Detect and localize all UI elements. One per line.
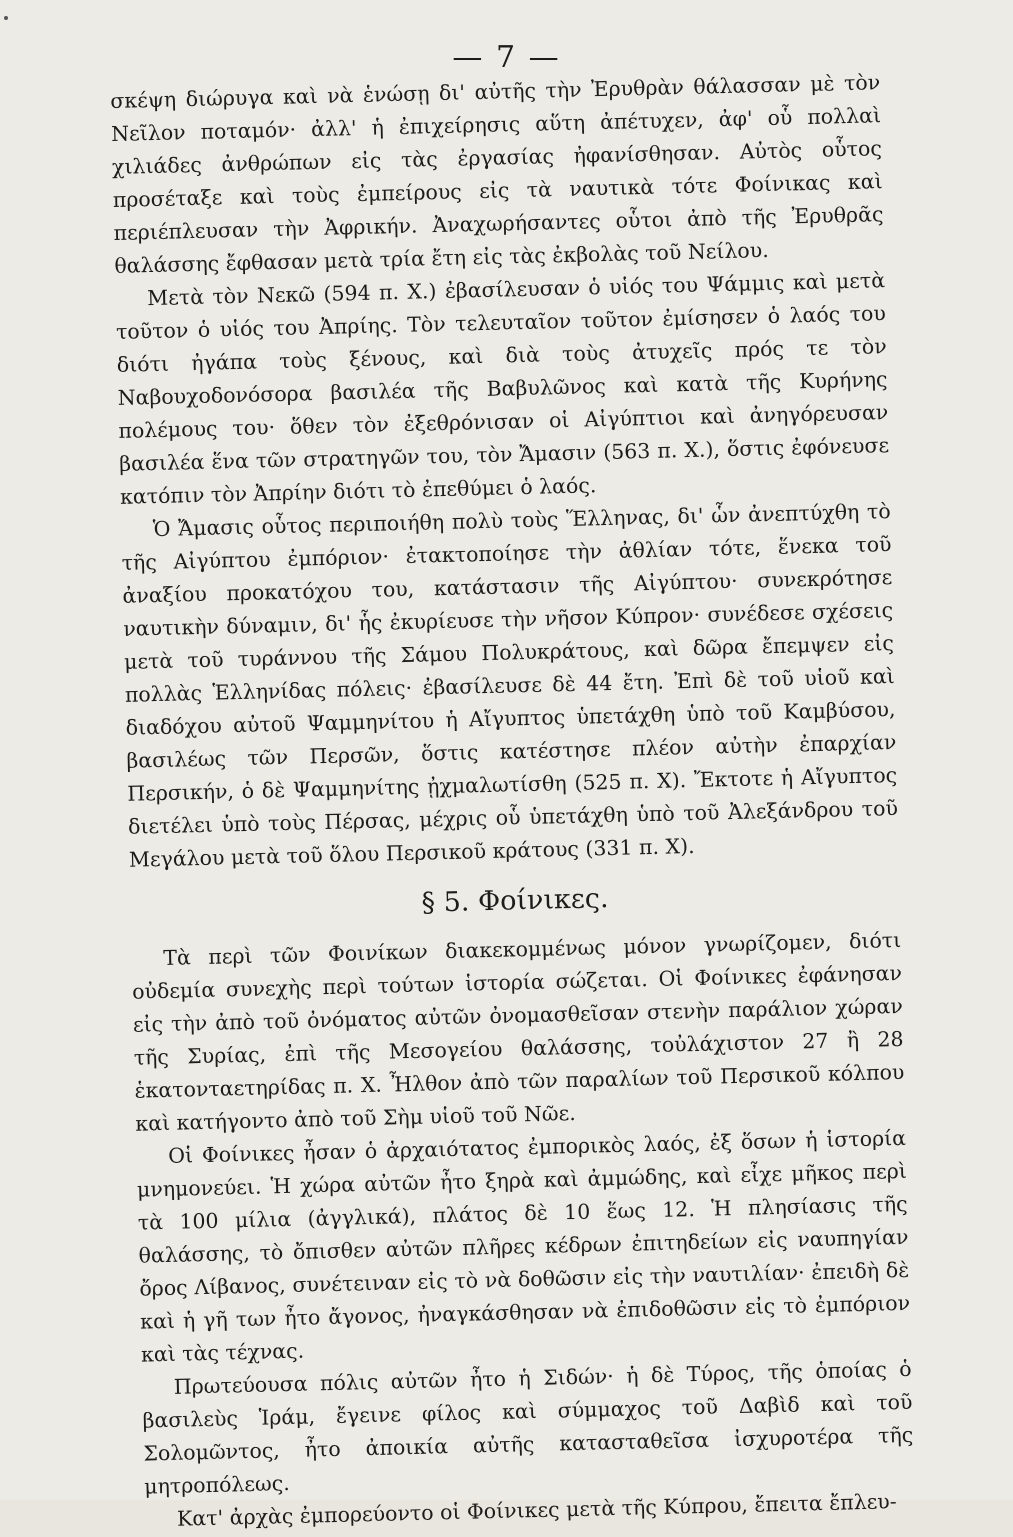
- paragraph: σκέψη διώρυγα καὶ νὰ ἑνώσῃ δι' αὐτῆς τὴν Ἐρυθρὰν θάλασσαν μὲ τὸν Νεῖλον ποταμόν· ἀλλ' ἡ ἐπιχείρησις αὕτη ἀπέτυχεν, ἀφ' οὗ πολλαὶ χιλιάδες ἀνθρώπων εἰς τὰς ἐργασίας ἠφανίσθησαν. Αὐτὸς οὗτος προσέταξε καὶ τοὺς ἐμπείρους εἰς τὰ ναυτικὰ τότε Φοίνικας καὶ περιέπλευσαν τὴν Ἀφρικήν. Ἀναχωρήσαντες οὗτοι ἀπὸ τῆς Ἐρυθρᾶς θαλάσσης ἔφθασαν μετὰ τρία ἔτη εἰς τὰς ἐκβολὰς τοῦ Νείλου.: [110, 70, 884, 278]
- paragraph: Πρωτεύουσα πόλις αὐτῶν ἦτο ἡ Σιδών· ἡ δὲ Τύρος, τῆς ὁποίας ὁ βασιλεὺς Ἱράμ, ἔγεινε φίλος καὶ σύμμαχος τοῦ Δαβὶδ καὶ τοῦ Σολομῶντος, ἦτο ἀποικία αὐτῆς κατασταθεῖσα ἰσχυροτέρα τῆς μητροπόλεως.: [142, 1356, 914, 1499]
- margin-dot: [4, 16, 8, 20]
- paragraph: Τὰ περὶ τῶν Φοινίκων διακεκομμένως μόνον γνωρίζομεν, διότι οὐδεμία συνεχὴς περὶ τούτων ἱστορία σώζεται. Οἱ Φοίνικες ἐφάνησαν εἰς τὴν ἀπὸ τοῦ ὀνόματος αὐτῶν ὀνομασθεῖσαν στενὴν παράλιον χώραν τῆς Συρίας, ἐπὶ τῆς Μεσογείου θαλάσσης, τοὐλάχιστον 27 ἢ 28 ἑκατονταετηρίδας π. Χ. Ἦλθον ἀπὸ τῶν παραλίων τοῦ Περσικοῦ κόλπου καὶ κατήγοντο ἀπὸ τοῦ Σὴμ υἱοῦ τοῦ Νῶε.: [131, 927, 905, 1136]
- paragraph: Ὁ Ἄμασις οὗτος περιποιήθη πολὺ τοὺς Ἕλληνας, δι' ὧν ἀνεπτύχθη τὸ τῆς Αἰγύπτου ἐμπόριον· ἐτακτοποίησε τὴν ἀθλίαν τότε, ἕνεκα τοῦ ἀναξίου προκατόχου του, κατάστασιν τῆς Αἰγύπτου· συνεκρότησε ναυτικὴν δύναμιν, δι' ἧς ἐκυρίευσε τὴν νῆσον Κύπρον· συνέδεσε σχέσεις μετὰ τοῦ τυράννου τῆς Σάμου Πολυκράτους, καὶ δῶρα ἔπεμψεν εἰς πολλὰς Ἑλληνίδας πόλεις· ἐβασίλευσε δὲ 44 ἔτη. Ἐπὶ δὲ τοῦ υἱοῦ καὶ διαδόχου αὐτοῦ Ψαμμηνίτου ἡ Αἴγυπτος ὑπετάχθη ὑπὸ τοῦ Καμβύσου, βασιλέως τῶν Περσῶν, ὅστις κατέστησε πλέον αὐτὴν ἐπαρχίαν Περσικήν, ὁ δὲ Ψαμμηνίτης ᾐχμαλωτίσθη (525 π. Χ). Ἔκτοτε ἡ Αἴγυπτος διετέλει ὑπὸ τοὺς Πέρσας, μέχρις οὗ ὑπετάχθη ὑπὸ τοῦ Ἀλεξάνδρου τοῦ Μεγάλου μετὰ τοῦ ὅλου Περσικοῦ κράτους (331 π. Χ).: [121, 499, 899, 872]
- page-body: [110, 66, 915, 1536]
- page-number: — 7 —: [452, 40, 561, 75]
- section-heading: § 5. Φοίνικες.: [421, 883, 609, 919]
- paragraph: Οἱ Φοίνικες ἦσαν ὁ ἀρχαιότατος ἐμπορικὸς λαός, ἐξ ὅσων ἡ ἱστορία μνημονεύει. Ἡ χώρα αὐτῶν ἦτο ξηρὰ καὶ ἀμμώδης, καὶ εἶχε μῆκος περὶ τὰ 100 μίλια (ἀγγλικά), πλάτος δὲ 10 ἕως 12. Ἡ πλησίασις τῆς θαλάσσης, τὸ ὄπισθεν αὐτῶν πλῆρες κέδρων ἐπιτηδείων εἰς ναυπηγίαν ὄρος Λίβανος, συνέτειναν εἰς τὸ νὰ δοθῶσιν εἰς τὴν ναυτιλίαν· ἐπειδὴ δὲ καὶ ἡ γῆ των ἦτο ἄγονος, ἠναγκάσθησαν νὰ ἐπιδοθῶσιν εἰς τὸ ἐμπόριον καὶ τὰς τέχνας.: [136, 1125, 911, 1367]
- paragraph: Κατ' ἀρχὰς ἐμπορεύοντο οἱ Φοίνικες μετὰ τῆς Κύπρου, ἔπειτα ἔπλευ-: [176, 1489, 897, 1531]
- text-block-after-heading: [131, 924, 915, 1537]
- text-block-before-heading: [110, 66, 899, 877]
- paragraph: Μετὰ τὸν Νεκῶ (594 π. Χ.) ἐβασίλευσαν ὁ υἱός του Ψάμμις καὶ μετὰ τοῦτον ὁ υἱός του Ἀπρίης. Τὸν τελευταῖον τοῦτον ἐμίσησεν ὁ λαός του διότι ἠγάπα τοὺς ξένους, καὶ διὰ τοὺς ἀτυχεῖς πρός τε τὸν Ναβουχοδονόσορα βασιλέα τῆς Βαβυλῶνος καὶ κατὰ τῆς Κυρήνης πολέμους του· ὅθεν τὸν ἐξεθρόνισαν οἱ Αἰγύπτιοι καὶ ἀνηγόρευσαν βασιλέα ἕνα τῶν στρατηγῶν του, τὸν Ἄμασιν (563 π. Χ.), ὅστις ἐφόνευσε κατόπιν τὸν Ἀπρίην διότι τὸ ἐπεθύμει ὁ λαός.: [115, 268, 890, 509]
